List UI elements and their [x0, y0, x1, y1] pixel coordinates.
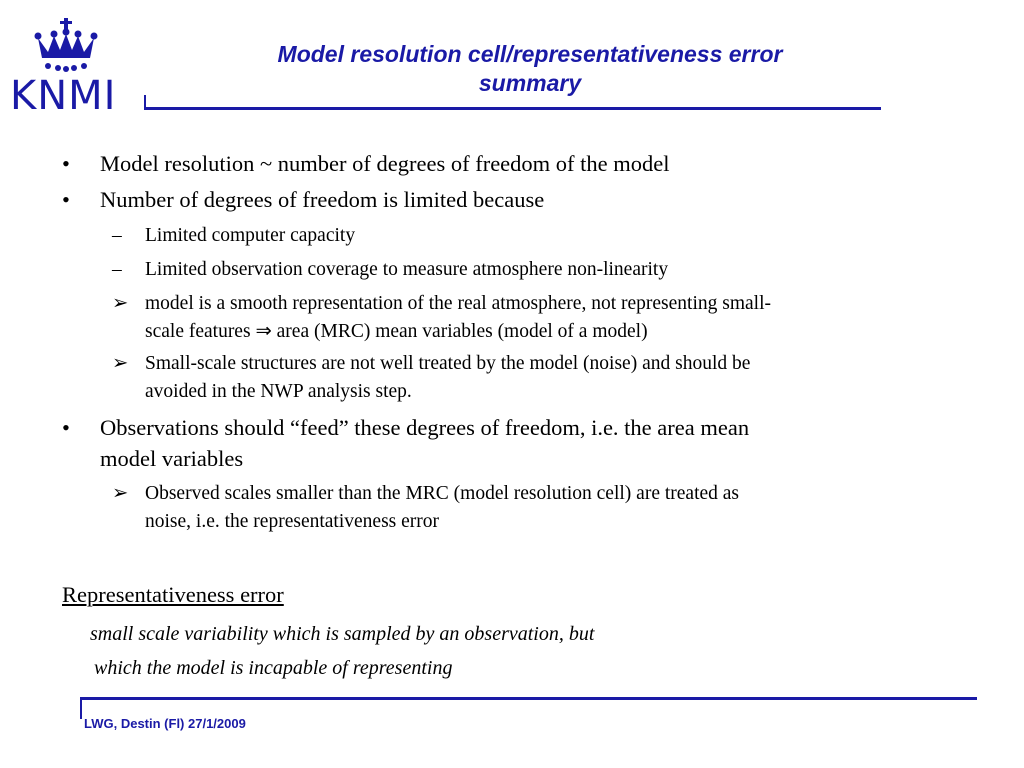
sub-bullet-line-2: noise, i.e. the representativeness error [145, 511, 440, 532]
bullet-marker: • [62, 187, 70, 212]
sub-bullet-line-2b: area (MRC) mean variables (model of a model) [271, 321, 648, 342]
definition-line-1: small scale variability which is sampled by an observation, but [90, 623, 595, 645]
dash-marker: – [112, 225, 122, 246]
definition-line-2: which the model is incapable of representing [94, 657, 453, 679]
footer-rule-left [80, 697, 82, 719]
sub-bullet-line-1: Small-scale structures are not well treated by the model (noise) and should be [145, 353, 751, 374]
sub-bullet-line-2a: scale features [145, 321, 256, 342]
sub-bullet-text: Limited observation coverage to measure atmosphere non-linearity [145, 259, 669, 280]
title-line-1: Model resolution cell/representativeness error [277, 41, 783, 67]
bullet-line-2: model variables [100, 446, 244, 471]
bullet-text: Model resolution ~ number of degrees of freedom of the model [100, 151, 670, 176]
footer-rule [80, 697, 977, 700]
footer-text: LWG, Destin (Fl) 27/1/2009 [84, 716, 246, 731]
logo-text: KNMI [10, 73, 117, 119]
bullet-marker: • [62, 415, 70, 440]
arrow-bullet-icon: ➢ [112, 293, 129, 314]
bullet-line-1: Observations should “feed” these degrees of freedom, i.e. the area mean [100, 415, 750, 440]
sub-bullet-line-1: Observed scales smaller than the MRC (model resolution cell) are treated as [145, 483, 740, 504]
sub-bullet-line-1: model is a smooth representation of the real atmosphere, not representing small- [145, 293, 771, 314]
bullet-text: Number of degrees of freedom is limited because [100, 187, 545, 212]
dash-marker: – [112, 259, 122, 280]
knmi-logo [8, 16, 118, 119]
implies-arrow-icon: ⇒ [255, 321, 272, 342]
arrow-bullet-icon: ➢ [112, 353, 129, 374]
bullet-text [100, 412, 980, 474]
bullet-marker: • [62, 151, 70, 176]
sub-bullet-text [145, 480, 980, 536]
sub-bullet-text [145, 290, 980, 346]
sub-bullet-text: Limited computer capacity [145, 225, 356, 246]
sub-bullet-text [145, 350, 980, 406]
representativeness-heading: Representativeness error [62, 582, 284, 607]
arrow-bullet-icon: ➢ [112, 483, 129, 504]
title-line-2: summary [478, 70, 582, 96]
sub-bullet-line-2: avoided in the NWP analysis step. [145, 381, 412, 402]
slide-title [200, 40, 860, 98]
title-rule [144, 107, 881, 110]
crown-icon [32, 16, 100, 76]
